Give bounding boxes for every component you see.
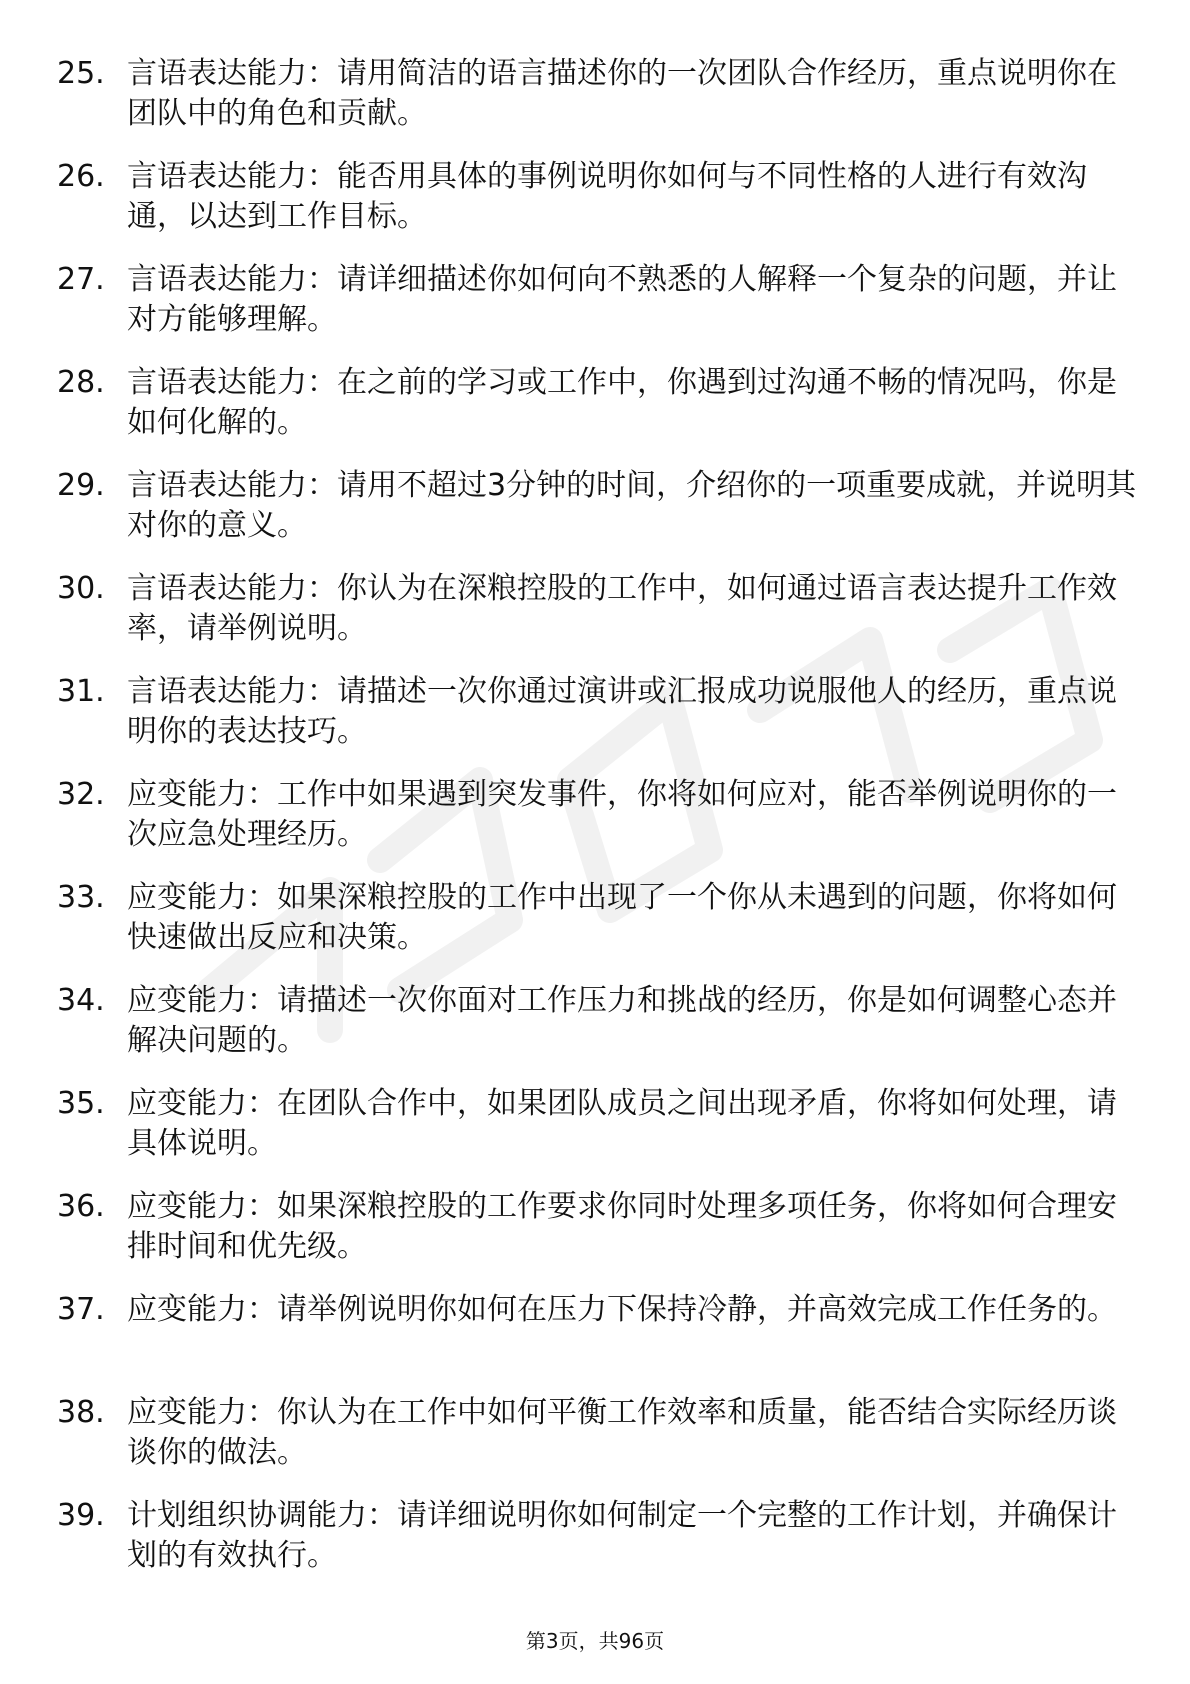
question-item xyxy=(57,775,1137,878)
question-item xyxy=(57,1187,1137,1290)
question-item xyxy=(57,672,1137,775)
question-text: 应变能力：工作中如果遇到突发事件，你将如何应对，能否举例说明你的一次应急处理经历。 xyxy=(127,777,1117,852)
question-item xyxy=(57,466,1137,569)
question-number: 31. xyxy=(57,674,105,709)
question-number: 35. xyxy=(57,1086,105,1121)
question-text: 言语表达能力：请详细描述你如何向不熟悉的人解释一个复杂的问题，并让对方能够理解。 xyxy=(127,262,1117,337)
question-number: 37. xyxy=(57,1292,105,1327)
question-number: 32. xyxy=(57,777,105,812)
question-number: 25. xyxy=(57,56,105,91)
question-text: 言语表达能力：能否用具体的事例说明你如何与不同性格的人进行有效沟通，以达到工作目标。 xyxy=(127,159,1087,234)
question-number: 33. xyxy=(57,880,105,915)
question-item xyxy=(57,1393,1137,1496)
question-text: 言语表达能力：请用不超过3分钟的时间，介绍你的一项重要成就，并说明其对你的意义。 xyxy=(127,468,1137,543)
question-item xyxy=(57,54,1137,157)
question-item xyxy=(57,878,1137,981)
question-number: 27. xyxy=(57,262,105,297)
question-text: 言语表达能力：请用简洁的语言描述你的一次团队合作经历，重点说明你在团队中的角色和贡献。 xyxy=(127,56,1117,131)
question-text: 应变能力：如果深粮控股的工作中出现了一个你从未遇到的问题，你将如何快速做出反应和决策。 xyxy=(127,880,1117,955)
question-text: 应变能力：请举例说明你如何在压力下保持冷静，并高效完成工作任务的。 xyxy=(127,1292,1117,1327)
question-text: 计划组织协调能力：请详细说明你如何制定一个完整的工作计划，并确保计划的有效执行。 xyxy=(127,1498,1117,1573)
question-item xyxy=(57,981,1137,1084)
question-number: 30. xyxy=(57,571,105,606)
page-footer: 第3页，共96页 xyxy=(525,1629,665,1653)
question-item xyxy=(57,1290,1137,1393)
question-item xyxy=(57,363,1137,466)
question-item xyxy=(57,260,1137,363)
question-number: 38. xyxy=(57,1395,105,1430)
question-text: 言语表达能力：你认为在深粮控股的工作中，如何通过语言表达提升工作效率，请举例说明。 xyxy=(127,571,1117,646)
question-number: 36. xyxy=(57,1189,105,1224)
question-text: 应变能力：如果深粮控股的工作要求你同时处理多项任务，你将如何合理安排时间和优先级。 xyxy=(127,1189,1117,1264)
question-item xyxy=(57,1084,1137,1187)
question-text: 言语表达能力：请描述一次你通过演讲或汇报成功说服他人的经历，重点说明你的表达技巧。 xyxy=(127,674,1117,749)
question-number: 29. xyxy=(57,468,105,503)
question-number: 26. xyxy=(57,159,105,194)
question-item xyxy=(57,1496,1137,1599)
question-list xyxy=(57,54,1137,1599)
question-item xyxy=(57,157,1137,260)
question-text: 应变能力：你认为在工作中如何平衡工作效率和质量，能否结合实际经历谈谈你的做法。 xyxy=(127,1395,1117,1470)
question-text: 言语表达能力：在之前的学习或工作中，你遇到过沟通不畅的情况吗，你是如何化解的。 xyxy=(127,365,1117,440)
question-text: 应变能力：请描述一次你面对工作压力和挑战的经历，你是如何调整心态并解决问题的。 xyxy=(127,983,1117,1058)
question-item xyxy=(57,569,1137,672)
question-number: 39. xyxy=(57,1498,105,1533)
question-number: 34. xyxy=(57,983,105,1018)
question-text: 应变能力：在团队合作中，如果团队成员之间出现矛盾，你将如何处理，请具体说明。 xyxy=(127,1086,1117,1161)
question-number: 28. xyxy=(57,365,105,400)
